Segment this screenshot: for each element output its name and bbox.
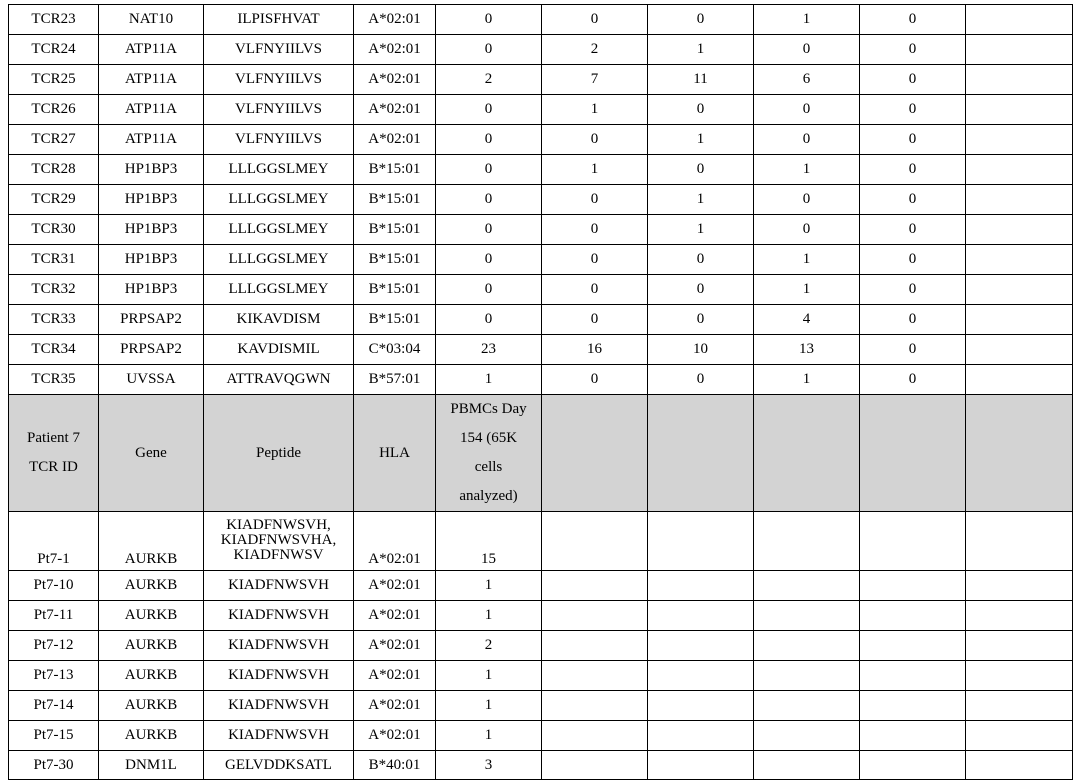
cell-empty: [754, 751, 860, 780]
header-pbmc-line: 154 (65K: [459, 430, 518, 446]
cell-value: 0: [860, 35, 966, 65]
header-pbmc-line: analyzed): [459, 488, 518, 504]
cell-value: 0: [648, 275, 754, 305]
cell-peptide: LLLGGSLMEY: [204, 215, 354, 245]
cell-value: 23: [436, 335, 542, 365]
cell-peptide: GELVDDKSATL: [204, 751, 354, 780]
cell-value: 1: [754, 5, 860, 35]
cell-gene: UVSSA: [99, 365, 204, 395]
cell-empty: [648, 601, 754, 631]
cell-hla: B*15:01: [354, 305, 436, 335]
cell-value: 0: [542, 365, 648, 395]
cell-value: 6: [754, 65, 860, 95]
cell-tcr-id: TCR26: [9, 95, 99, 125]
cell-tcr-id: TCR23: [9, 5, 99, 35]
cell-count: 1: [436, 721, 542, 751]
cell-tcr-id: TCR32: [9, 275, 99, 305]
table-row: [9, 691, 1073, 721]
cell-gene: PRPSAP2: [99, 335, 204, 365]
cell-hla: A*02:01: [354, 65, 436, 95]
cell-hla: A*02:01: [354, 631, 436, 661]
table-row: [9, 155, 1073, 185]
cell-value: 0: [860, 125, 966, 155]
cell-peptide: LLLGGSLMEY: [204, 245, 354, 275]
cell-tcr-id: TCR24: [9, 35, 99, 65]
table-row: [9, 35, 1073, 65]
cell-value: 0: [860, 95, 966, 125]
cell-empty: [648, 751, 754, 780]
cell-value: 0: [542, 245, 648, 275]
table-row: [9, 512, 1073, 571]
cell-empty: [966, 661, 1073, 691]
cell-tcr-id: TCR29: [9, 185, 99, 215]
cell-value: 0: [860, 65, 966, 95]
cell-value: [966, 275, 1073, 305]
header-tcr-id-line: TCR ID: [29, 459, 78, 475]
cell-empty: [648, 721, 754, 751]
cell-value: 0: [436, 35, 542, 65]
cell-empty: [542, 601, 648, 631]
cell-value: 0: [436, 185, 542, 215]
cell-tcr-id: TCR27: [9, 125, 99, 155]
cell-empty: [860, 751, 966, 780]
header-tcr-id: [9, 395, 99, 512]
cell-peptide: KIADFNWSVH: [204, 691, 354, 721]
cell-empty: [860, 631, 966, 661]
cell-gene: ATP11A: [99, 95, 204, 125]
cell-gene: HP1BP3: [99, 155, 204, 185]
cell-value: [966, 215, 1073, 245]
cell-value: 0: [648, 305, 754, 335]
cell-value: 0: [542, 125, 648, 155]
table-row: [9, 571, 1073, 601]
cell-value: 4: [754, 305, 860, 335]
cell-value: 1: [542, 155, 648, 185]
cell-empty: [860, 721, 966, 751]
patient7-header: [9, 395, 1073, 571]
cell-count: 15: [436, 512, 542, 571]
header-empty: [966, 395, 1073, 512]
cell-gene: AURKB: [99, 571, 204, 601]
cell-gene: HP1BP3: [99, 185, 204, 215]
cell-peptide: LLLGGSLMEY: [204, 185, 354, 215]
cell-gene: ATP11A: [99, 65, 204, 95]
cell-value: 0: [648, 245, 754, 275]
cell-gene: AURKB: [99, 631, 204, 661]
cell-peptide: ATTRAVQGWN: [204, 365, 354, 395]
cell-hla: B*15:01: [354, 155, 436, 185]
cell-peptide: KIADFNWSVH: [204, 571, 354, 601]
cell-tcr-id: Pt7-15: [9, 721, 99, 751]
cell-empty: [754, 691, 860, 721]
cell-value: 0: [436, 5, 542, 35]
cell-value: 0: [436, 95, 542, 125]
cell-value: 0: [542, 275, 648, 305]
cell-empty: [542, 631, 648, 661]
cell-value: 1: [648, 35, 754, 65]
cell-empty: [754, 512, 860, 571]
table-row: [9, 65, 1073, 95]
cell-peptide: KIADFNWSVH: [204, 661, 354, 691]
cell-tcr-id: TCR25: [9, 65, 99, 95]
cell-empty: [542, 661, 648, 691]
cell-gene: PRPSAP2: [99, 305, 204, 335]
tcr-rows: [9, 5, 1073, 395]
cell-value: 1: [754, 275, 860, 305]
cell-value: 1: [648, 185, 754, 215]
cell-value: 1: [648, 125, 754, 155]
cell-value: 1: [754, 155, 860, 185]
cell-value: 0: [860, 5, 966, 35]
cell-gene: AURKB: [99, 512, 204, 571]
cell-tcr-id: TCR30: [9, 215, 99, 245]
header-row: [9, 395, 1073, 512]
cell-hla: A*02:01: [354, 512, 436, 571]
header-empty: [542, 395, 648, 512]
cell-count: 1: [436, 601, 542, 631]
header-peptide: Peptide: [204, 395, 354, 512]
cell-value: 0: [860, 155, 966, 185]
cell-empty: [860, 512, 966, 571]
cell-gene: AURKB: [99, 601, 204, 631]
cell-empty: [542, 751, 648, 780]
cell-peptide: LLLGGSLMEY: [204, 275, 354, 305]
cell-value: 0: [860, 215, 966, 245]
cell-peptide: KAVDISMIL: [204, 335, 354, 365]
cell-hla: B*15:01: [354, 215, 436, 245]
table-row: [9, 125, 1073, 155]
cell-value: [966, 185, 1073, 215]
cell-hla: B*15:01: [354, 245, 436, 275]
cell-empty: [966, 691, 1073, 721]
cell-value: 1: [648, 215, 754, 245]
cell-empty: [542, 691, 648, 721]
cell-value: [966, 365, 1073, 395]
cell-value: 11: [648, 65, 754, 95]
header-pbmc-line: cells: [474, 459, 503, 475]
cell-empty: [966, 512, 1073, 571]
cell-value: 0: [436, 245, 542, 275]
cell-value: 0: [754, 95, 860, 125]
cell-peptide: LLLGGSLMEY: [204, 155, 354, 185]
cell-value: [966, 245, 1073, 275]
table-row: [9, 335, 1073, 365]
cell-value: [966, 305, 1073, 335]
peptide-line: KIADFNWSVH,: [226, 516, 331, 533]
cell-hla: B*15:01: [354, 275, 436, 305]
table-row: [9, 631, 1073, 661]
cell-empty: [542, 512, 648, 571]
cell-tcr-id: Pt7-14: [9, 691, 99, 721]
cell-peptide: KIADFNWSVH: [204, 601, 354, 631]
header-gene: Gene: [99, 395, 204, 512]
table-row: [9, 275, 1073, 305]
cell-value: 10: [648, 335, 754, 365]
tcr-table: [8, 4, 1073, 780]
cell-value: 0: [436, 305, 542, 335]
cell-empty: [754, 661, 860, 691]
cell-hla: B*15:01: [354, 185, 436, 215]
cell-value: 1: [754, 365, 860, 395]
table-row: [9, 601, 1073, 631]
cell-value: 0: [754, 185, 860, 215]
cell-value: 0: [436, 215, 542, 245]
cell-tcr-id: Pt7-10: [9, 571, 99, 601]
cell-tcr-id: TCR31: [9, 245, 99, 275]
peptide-line: KIADFNWSV: [233, 546, 324, 563]
cell-empty: [966, 631, 1073, 661]
cell-empty: [542, 571, 648, 601]
cell-empty: [860, 571, 966, 601]
cell-empty: [754, 631, 860, 661]
table-row: [9, 95, 1073, 125]
cell-value: 0: [436, 125, 542, 155]
table-row: [9, 5, 1073, 35]
cell-tcr-id: Pt7-1: [9, 512, 99, 571]
table-row: [9, 185, 1073, 215]
cell-value: [966, 35, 1073, 65]
patient7-rows: [9, 571, 1073, 780]
cell-hla: A*02:01: [354, 571, 436, 601]
cell-peptide: VLFNYIILVS: [204, 35, 354, 65]
cell-hla: A*02:01: [354, 721, 436, 751]
cell-value: 1: [754, 245, 860, 275]
cell-tcr-id: TCR33: [9, 305, 99, 335]
cell-hla: A*02:01: [354, 95, 436, 125]
header-tcr-id-line: Patient 7: [27, 430, 80, 446]
cell-hla: C*03:04: [354, 335, 436, 365]
cell-peptide: [204, 512, 354, 571]
cell-value: 0: [436, 275, 542, 305]
table-row: [9, 305, 1073, 335]
cell-empty: [966, 751, 1073, 780]
cell-tcr-id: Pt7-13: [9, 661, 99, 691]
cell-tcr-id: Pt7-30: [9, 751, 99, 780]
cell-count: 1: [436, 691, 542, 721]
header-pbmc-line: PBMCs Day: [450, 401, 527, 417]
header-empty: [648, 395, 754, 512]
cell-empty: [648, 661, 754, 691]
cell-hla: A*02:01: [354, 661, 436, 691]
cell-gene: HP1BP3: [99, 245, 204, 275]
cell-value: 0: [648, 5, 754, 35]
cell-value: 1: [436, 365, 542, 395]
table-row: [9, 215, 1073, 245]
header-empty: [860, 395, 966, 512]
cell-tcr-id: TCR28: [9, 155, 99, 185]
cell-empty: [860, 661, 966, 691]
cell-value: 0: [754, 35, 860, 65]
cell-value: 0: [860, 305, 966, 335]
cell-hla: A*02:01: [354, 125, 436, 155]
cell-value: 2: [542, 35, 648, 65]
cell-gene: AURKB: [99, 661, 204, 691]
peptide-line: KIADFNWSVHA,: [220, 531, 337, 548]
cell-empty: [966, 571, 1073, 601]
cell-value: 0: [648, 155, 754, 185]
table-row: [9, 245, 1073, 275]
cell-empty: [860, 601, 966, 631]
cell-value: [966, 5, 1073, 35]
cell-value: 0: [542, 305, 648, 335]
cell-value: 0: [860, 335, 966, 365]
cell-peptide: KIADFNWSVH: [204, 631, 354, 661]
cell-peptide: KIKAVDISM: [204, 305, 354, 335]
cell-empty: [966, 601, 1073, 631]
cell-peptide: VLFNYIILVS: [204, 95, 354, 125]
table-row: [9, 751, 1073, 780]
cell-value: 1: [542, 95, 648, 125]
header-pbmc: [436, 395, 542, 512]
cell-gene: HP1BP3: [99, 215, 204, 245]
cell-gene: ATP11A: [99, 125, 204, 155]
cell-value: 0: [648, 365, 754, 395]
cell-hla: A*02:01: [354, 601, 436, 631]
cell-hla: A*02:01: [354, 35, 436, 65]
cell-value: 13: [754, 335, 860, 365]
cell-value: [966, 155, 1073, 185]
cell-hla: A*02:01: [354, 691, 436, 721]
cell-empty: [648, 691, 754, 721]
header-empty: [754, 395, 860, 512]
cell-empty: [860, 691, 966, 721]
cell-empty: [966, 721, 1073, 751]
table-row: [9, 721, 1073, 751]
cell-value: 0: [542, 5, 648, 35]
cell-value: 0: [860, 245, 966, 275]
cell-value: 16: [542, 335, 648, 365]
cell-value: [966, 125, 1073, 155]
cell-empty: [648, 631, 754, 661]
cell-value: 0: [542, 215, 648, 245]
cell-empty: [754, 601, 860, 631]
cell-hla: A*02:01: [354, 5, 436, 35]
header-hla: HLA: [354, 395, 436, 512]
cell-peptide: VLFNYIILVS: [204, 65, 354, 95]
cell-gene: NAT10: [99, 5, 204, 35]
cell-value: 0: [860, 275, 966, 305]
cell-value: 0: [436, 155, 542, 185]
cell-value: [966, 335, 1073, 365]
cell-count: 1: [436, 571, 542, 601]
table-row: [9, 365, 1073, 395]
cell-value: 0: [860, 185, 966, 215]
cell-count: 1: [436, 661, 542, 691]
cell-value: 0: [542, 185, 648, 215]
cell-value: 0: [754, 215, 860, 245]
cell-empty: [542, 721, 648, 751]
cell-value: 0: [754, 125, 860, 155]
cell-peptide: ILPISFHVAT: [204, 5, 354, 35]
cell-value: 2: [436, 65, 542, 95]
cell-tcr-id: Pt7-11: [9, 601, 99, 631]
cell-empty: [648, 512, 754, 571]
cell-tcr-id: TCR35: [9, 365, 99, 395]
cell-gene: AURKB: [99, 691, 204, 721]
cell-empty: [754, 721, 860, 751]
cell-tcr-id: Pt7-12: [9, 631, 99, 661]
cell-peptide: KIADFNWSVH: [204, 721, 354, 751]
cell-empty: [754, 571, 860, 601]
cell-peptide: VLFNYIILVS: [204, 125, 354, 155]
cell-empty: [648, 571, 754, 601]
cell-gene: DNM1L: [99, 751, 204, 780]
cell-tcr-id: TCR34: [9, 335, 99, 365]
cell-value: 0: [648, 95, 754, 125]
table-row: [9, 661, 1073, 691]
cell-gene: ATP11A: [99, 35, 204, 65]
cell-count: 3: [436, 751, 542, 780]
cell-hla: B*57:01: [354, 365, 436, 395]
cell-count: 2: [436, 631, 542, 661]
cell-value: 7: [542, 65, 648, 95]
cell-value: [966, 95, 1073, 125]
cell-gene: AURKB: [99, 721, 204, 751]
cell-gene: HP1BP3: [99, 275, 204, 305]
cell-value: [966, 65, 1073, 95]
cell-value: 0: [860, 365, 966, 395]
cell-hla: B*40:01: [354, 751, 436, 780]
